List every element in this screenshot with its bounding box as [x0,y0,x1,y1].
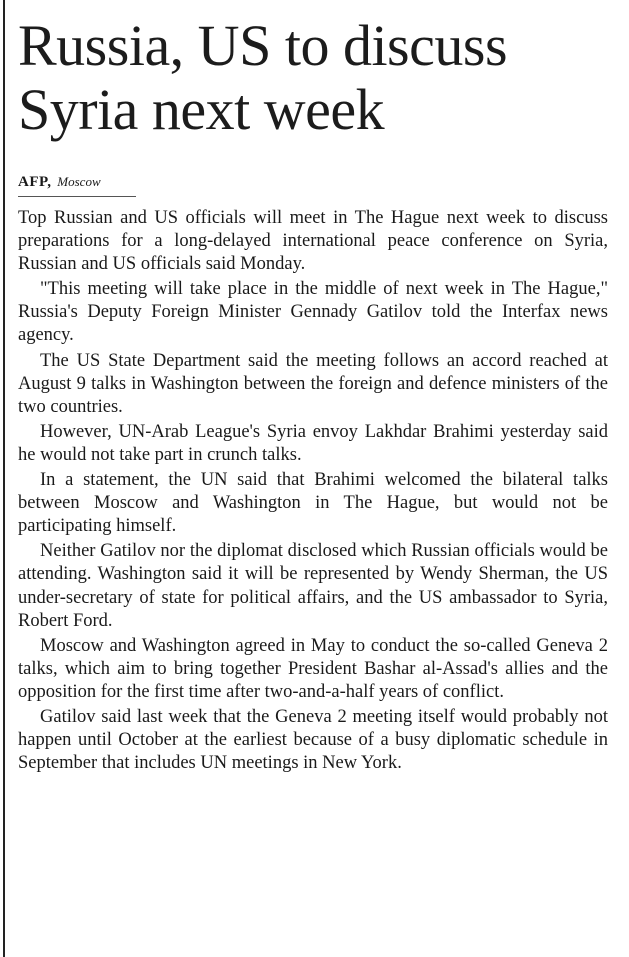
dateline: Moscow [57,174,101,189]
article-body [18,207,608,777]
paragraph: "This meeting will take place in the middle of next week in The Hague," Russia's Deputy Foreign Minister Gennady Gatilov told the Interfax news agency. [18,279,608,346]
byline [18,173,101,191]
byline-divider [18,196,136,197]
paragraph: The US State Department said the meeting follows an accord reached at August 9 talks in Washington between the foreign and defence ministers of the two countries. [18,350,608,417]
paragraph: In a statement, the UN said that Brahimi welcomed the bilateral talks between Moscow and Washington in The Hague, but would not be participating himself. [18,470,608,537]
headline [18,14,618,142]
paragraph: Gatilov said last week that the Geneva 2 meeting itself would probably not happen until October at the earliest because of a busy diplomatic schedule in September that includes UN meetings in New York. [18,706,608,774]
news-agency: AFP, [18,174,52,190]
paragraph: However, UN-Arab League's Syria envoy Lakhdar Brahimi yesterday said he would not take part in crunch talks. [18,421,608,465]
headline-line-2: Syria next week [18,77,385,142]
paragraph: Moscow and Washington agreed in May to conduct the so-called Geneva 2 talks, which aim to bring together President Bashar al-Assad's allies and the opposition for the first time after two-and-a-half years of conflict. [18,635,608,702]
headline-line-1: Russia, US to discuss [18,13,508,78]
paragraph: Top Russian and US officials will meet in The Hague next week to discuss preparations for a long-delayed international peace conference on Syria, Russian and US officials said Monday. [18,208,608,275]
paragraph: Neither Gatilov nor the diplomat disclosed which Russian officials would be attending. Washington said it will be represented by Wendy Sherman, the US under-secretary of state for political affairs, and the US ambassador to Syria, Robert Ford. [18,541,608,631]
column-rule [3,0,5,957]
